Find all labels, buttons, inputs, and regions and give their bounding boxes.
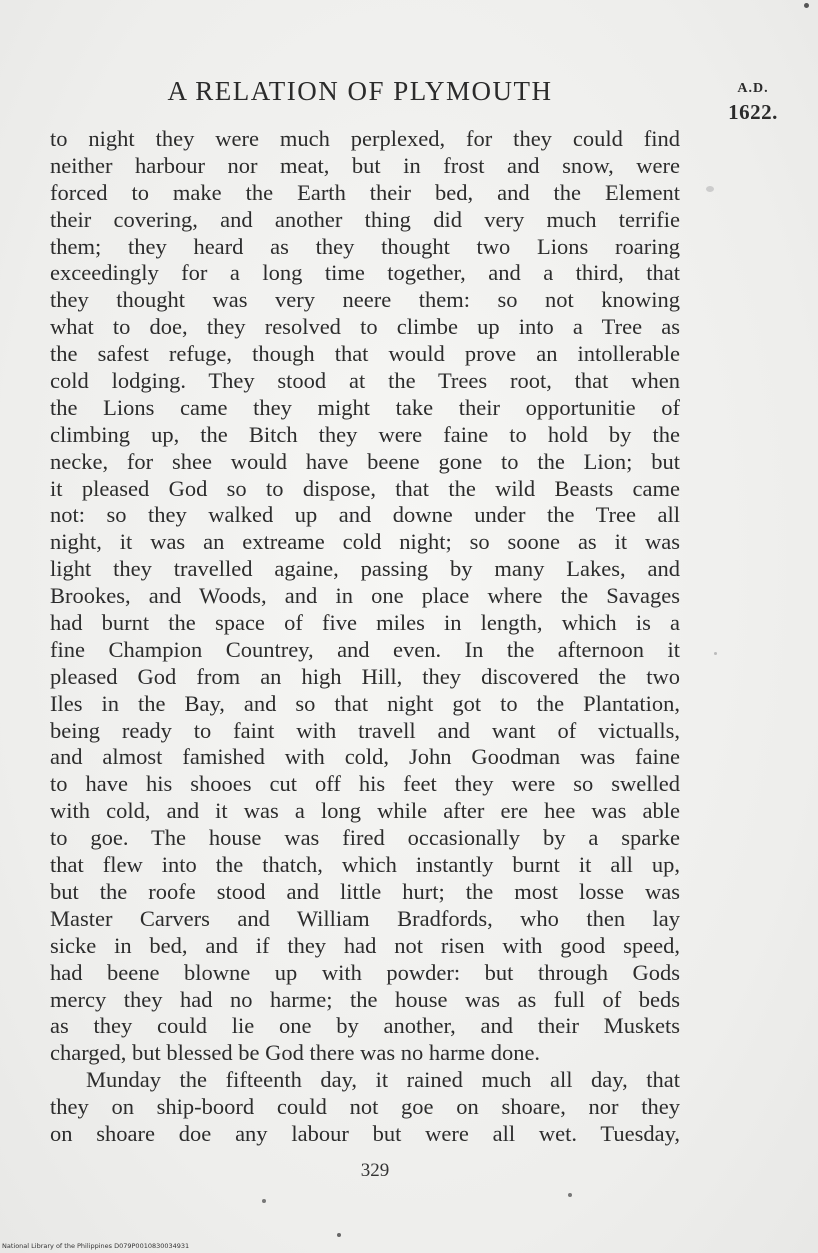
text-line: cold lodging. They stood at the Trees root, that when	[50, 368, 680, 394]
body-text	[50, 126, 680, 1148]
text-line: light they travelled againe, passing by many Lakes, and	[50, 556, 680, 582]
text-line: Iles in the Bay, and so that night got to the Plantation,	[50, 690, 680, 716]
text-line: to have his shooes cut off his feet they were so swelled	[50, 771, 680, 797]
text-line: mercy they had no harme; the house was as full of beds	[50, 986, 680, 1012]
text-line: as they could lie one by another, and their Muskets	[50, 1013, 680, 1039]
text-line: sicke in bed, and if they had not risen with good speed,	[50, 932, 680, 958]
text-line: what to doe, they resolved to climbe up into a Tree as	[50, 314, 680, 340]
text-line: being ready to faint with travell and want of victualls,	[50, 717, 680, 743]
scan-credit: National Library of the Philippines D079P0010830034931	[2, 1242, 190, 1250]
text-line: necke, for shee would have beene gone to the Lion; but	[50, 448, 680, 474]
page-number: 329	[360, 1160, 390, 1181]
text-line: to night they were much perplexed, for they could find	[50, 126, 680, 151]
text-line: charged, but blessed be God there was no harme done.	[50, 1040, 541, 1066]
text-line: with cold, and it was a long while after ere hee was able	[50, 798, 680, 824]
text-line: climbing up, the Bitch they were faine to hold by the	[50, 421, 680, 447]
text-line: night, it was an extreame cold night; so soone as it was	[50, 529, 680, 555]
text-line: they thought was very neere them: so not knowing	[50, 287, 680, 313]
text-line: forced to make the Earth their bed, and the Element	[50, 179, 680, 205]
text-line: Munday the fifteenth day, it rained much all day, that	[86, 1067, 680, 1093]
text-line: the safest refuge, though that would prove an intollerable	[50, 341, 680, 367]
text-line: Brookes, and Woods, and in one place where the Savages	[50, 583, 680, 609]
text-line: they on ship-boord could not goe on shoare, nor they	[50, 1094, 680, 1120]
text-line: neither harbour nor meat, but in frost and snow, were	[50, 152, 680, 178]
text-line: had beene blowne up with powder: but through Gods	[50, 959, 680, 985]
text-line: them; they heard as they thought two Lions roaring	[50, 233, 680, 259]
text-line: but the roofe stood and little hurt; the most losse was	[50, 878, 680, 904]
text-line: and almost famished with cold, John Goodman was faine	[50, 744, 680, 770]
text-line: not: so they walked up and downe under the Tree all	[50, 502, 680, 528]
scan-speck	[706, 186, 714, 192]
scan-speck	[337, 1233, 341, 1237]
text-line: on shoare doe any labour but were all wet. Tuesday,	[50, 1120, 680, 1146]
scan-speck	[262, 1199, 266, 1203]
scan-speck	[714, 652, 717, 655]
text-line: pleased God from an high Hill, they discovered the two	[50, 663, 680, 689]
text-line: exceedingly for a long time together, and a third, that	[50, 260, 680, 286]
text-line: fine Champion Countrey, and even. In the afternoon it	[50, 636, 680, 662]
margin-era: A.D.	[737, 81, 769, 96]
scan-speck	[804, 3, 809, 8]
margin-date-note	[718, 82, 788, 123]
scan-speck	[568, 1193, 572, 1197]
margin-year: 1622.	[728, 100, 778, 124]
text-line: their covering, and another thing did very much terrifie	[50, 206, 680, 232]
text-line: it pleased God so to dispose, that the wild Beasts came	[50, 475, 680, 501]
text-line: had burnt the space of five miles in length, which is a	[50, 610, 680, 636]
text-line: to goe. The house was fired occasionally by a sparke	[50, 825, 680, 851]
text-line: that flew into the thatch, which instantly burnt it all up,	[50, 852, 680, 878]
running-title: A RELATION OF PLYMOUTH	[167, 76, 553, 106]
text-line: the Lions came they might take their opportunitie of	[50, 394, 680, 420]
text-line: Master Carvers and William Bradfords, who then lay	[50, 905, 680, 931]
